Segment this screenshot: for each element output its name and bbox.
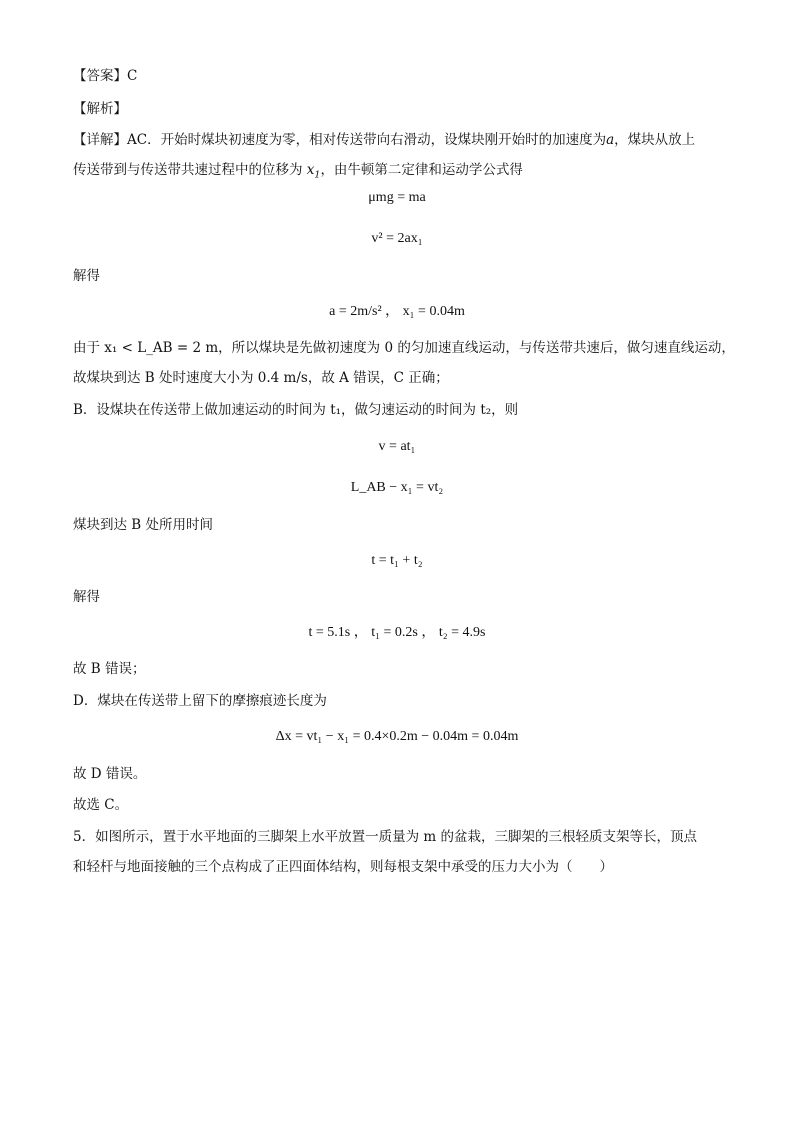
equation-t-values: t = 5.1s ， t₁ = 0.2s ， t₂ = 4.9s bbox=[308, 625, 486, 640]
detail-line-2 bbox=[73, 160, 723, 180]
b-wrong: 故 B 错误； bbox=[73, 661, 146, 677]
detail-tag: 【详解】 bbox=[73, 132, 127, 148]
detail-text-1b: ，煤块从放上 bbox=[614, 132, 696, 148]
equation-kinematics: v² = 2ax₁ bbox=[371, 231, 423, 246]
equation-v-at: v = at₁ bbox=[378, 439, 416, 454]
equation-newton: μmg = ma bbox=[368, 190, 426, 205]
equation-lab: L_AB − x₁ = vt₂ bbox=[350, 480, 444, 495]
solve-label-1: 解得 bbox=[73, 268, 100, 284]
choose-answer: 故选 C。 bbox=[73, 797, 129, 813]
answer-value: C bbox=[127, 68, 138, 84]
para-reach: 煤块到达 B 处所用时间 bbox=[73, 517, 214, 533]
para-b: B．设煤块在传送带上做加速运动的时间为 t₁，做匀速运动的时间为 t₂，则 bbox=[73, 402, 519, 418]
equation-result-a: a = 2m/s² ， x₁ = 0.04m bbox=[329, 304, 465, 319]
para-since-1: 由于 x₁ < L_AB = 2 m，所以煤块是先做初速度为 0 的匀加速直线运动，与传送带共速后，做匀速直线运动， bbox=[73, 340, 735, 356]
detail-text-2: 传送带到与传送带共速过程中的位移为 bbox=[73, 162, 303, 178]
analysis-heading: 【解析】 bbox=[73, 101, 127, 117]
question-5-line-2: 和轻杆与地面接触的三个点构成了正四面体结构，则每根支架中承受的压力大小为（ ） bbox=[73, 859, 613, 875]
answer-line bbox=[73, 66, 723, 86]
detail-text-2b: ，由牛顿第二定律和运动学公式得 bbox=[320, 162, 523, 178]
var-x1: $x_1$ bbox=[306, 162, 321, 181]
para-d: D．煤块在传送带上留下的摩擦痕迹长度为 bbox=[73, 693, 327, 709]
para-since-2: 故煤块到达 B 处时速度大小为 0.4 m/s，故 A 错误，C 正确； bbox=[73, 370, 449, 386]
equation-t-sum: t = t₁ + t₂ bbox=[371, 553, 423, 568]
answer-tag: 【答案】 bbox=[73, 68, 127, 84]
equation-delta-x: Δx = vt₁ − x₁ = 0.4×0.2m − 0.04m = 0.04m bbox=[275, 729, 519, 744]
solve-label-2: 解得 bbox=[73, 589, 100, 605]
question-5-line-1: 5．如图所示，置于水平地面的三脚架上水平放置一质量为 m 的盆栽，三脚架的三根轻质支架等长，顶点 bbox=[73, 829, 697, 845]
detail-line-1 bbox=[73, 130, 723, 150]
var-a: a bbox=[606, 132, 615, 148]
detail-text-1: AC．开始时煤块初速度为零，相对传送带向右滑动，设煤块刚开始时的加速度为 bbox=[127, 132, 607, 148]
d-wrong: 故 D 错误。 bbox=[73, 766, 147, 782]
